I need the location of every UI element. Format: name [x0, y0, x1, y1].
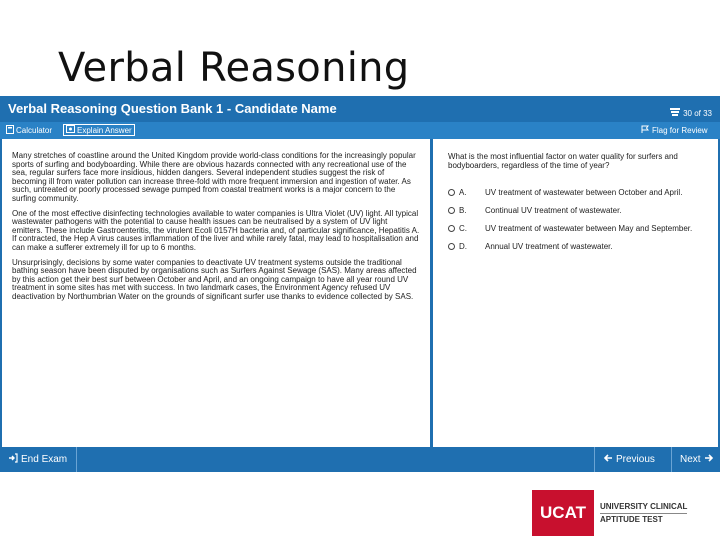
- calculator-button[interactable]: [6, 125, 52, 136]
- arrow-right-icon: [704, 453, 714, 466]
- ucat-logo: [532, 490, 687, 536]
- option-letter: D.: [459, 241, 467, 251]
- calculator-icon: [6, 125, 14, 136]
- logo-text: [600, 502, 687, 525]
- logo-line-2: APTITUDE TEST: [600, 514, 663, 524]
- logo-rule: [600, 513, 687, 514]
- option-text: Continual UV treatment of wastewater.: [485, 205, 622, 215]
- radio-a[interactable]: [448, 189, 455, 196]
- bottom-separator: [594, 447, 595, 472]
- end-exam-button[interactable]: [8, 453, 67, 466]
- toolbar: [0, 122, 720, 139]
- option-d[interactable]: [448, 237, 718, 255]
- explain-answer-button[interactable]: [63, 124, 135, 136]
- option-c[interactable]: [448, 219, 718, 237]
- previous-button[interactable]: [603, 453, 655, 466]
- pane-divider[interactable]: [430, 139, 433, 447]
- bottom-separator: [76, 447, 77, 472]
- radio-b[interactable]: [448, 207, 455, 214]
- option-letter: A.: [459, 187, 467, 197]
- option-a[interactable]: [448, 183, 718, 201]
- slide-title: Verbal Reasoning: [58, 45, 410, 91]
- flag-icon: [641, 125, 650, 136]
- question-text: What is the most influential factor on water quality for surfers and bodyboarders, regardless of the time of year?: [448, 152, 678, 170]
- radio-d[interactable]: [448, 243, 455, 250]
- end-exam-icon: [8, 453, 18, 466]
- exam-window: [0, 96, 720, 472]
- explain-icon: [66, 125, 75, 135]
- option-text: UV treatment of wastewater between October and April.: [485, 187, 683, 197]
- next-label: Next: [680, 454, 701, 465]
- counter-icon: [670, 108, 680, 118]
- option-text: UV treatment of wastewater between May and September.: [485, 223, 693, 233]
- content-area: [0, 139, 720, 447]
- window-title: Verbal Reasoning Question Bank 1 - Candidate Name: [8, 101, 337, 116]
- logo-line-1: UNIVERSITY CLINICAL: [600, 501, 688, 511]
- passage-paragraph-2: One of the most effective disinfecting technologies available to water companies is Ultra Violet (UV) light. All typical wastewater pathogens with the potential to cause health issues can be neutralised by a system of UV light emitters. These include Gastroenteritis, the virulent Ecoli 0157H bacteria and, of particular significance, Hepatitis A. If contracted, the Hep A virus causes inflammation of the liver and while rarely fatal, may lead to hospitalisation and can make a sufferer extremely ill for up to 6 months.: [12, 208, 420, 252]
- previous-label: Previous: [616, 454, 655, 465]
- flag-for-review-button[interactable]: [641, 125, 708, 136]
- counter-text: 30 of 33: [683, 108, 712, 118]
- end-exam-label: End Exam: [21, 454, 68, 465]
- option-letter: B.: [459, 205, 467, 215]
- option-text: Annual UV treatment of wastewater.: [485, 241, 613, 251]
- arrow-left-icon: [603, 453, 613, 466]
- radio-c[interactable]: [448, 225, 455, 232]
- passage-paragraph-1: Many stretches of coastline around the United Kingdom provide world-class conditions for the increasingly popular sports of surfing and bodyboarding. While there are obvious hazards connected with any recreational use of the sea, regular surfers face more insidious, hidden dangers. Several independent studies suggest the risk of becoming ill from water pollution can increase three-fold with more frequent immersion and ingestion of water. As such, untreated or poorly processed sewage pumped from coastal treatment works is a major concern to the surfing community.: [12, 151, 416, 203]
- calculator-label: Calculator: [16, 126, 53, 135]
- bottom-bar: [0, 447, 720, 472]
- answer-options: [448, 183, 718, 255]
- passage-paragraph-3: Unsurprisingly, decisions by some water companies to deactivate UV treatment systems outside the traditional bathing season have been disputed by organisations such as Surfers Against Sewage (SAS). Many areas affected by this action get their best surf between October and April, and an ongoing campaign to have all year round UV treatment in some sites has met with success. In two landmark cases, the Environment Agency refused UV deactivation by Northumbrian Water on the grounds of significant surfer use thanks to evidence collected by SAS.: [12, 257, 417, 301]
- title-bar: [0, 96, 720, 122]
- logo-mark: UCAT: [532, 490, 594, 536]
- question-counter: [670, 108, 712, 118]
- explain-label: Explain Answer: [77, 125, 132, 135]
- flag-label: Flag for Review: [652, 126, 708, 135]
- option-b[interactable]: [448, 201, 718, 219]
- bottom-separator: [671, 447, 672, 472]
- passage: [12, 152, 420, 308]
- option-letter: C.: [459, 223, 467, 233]
- next-button[interactable]: [680, 453, 714, 466]
